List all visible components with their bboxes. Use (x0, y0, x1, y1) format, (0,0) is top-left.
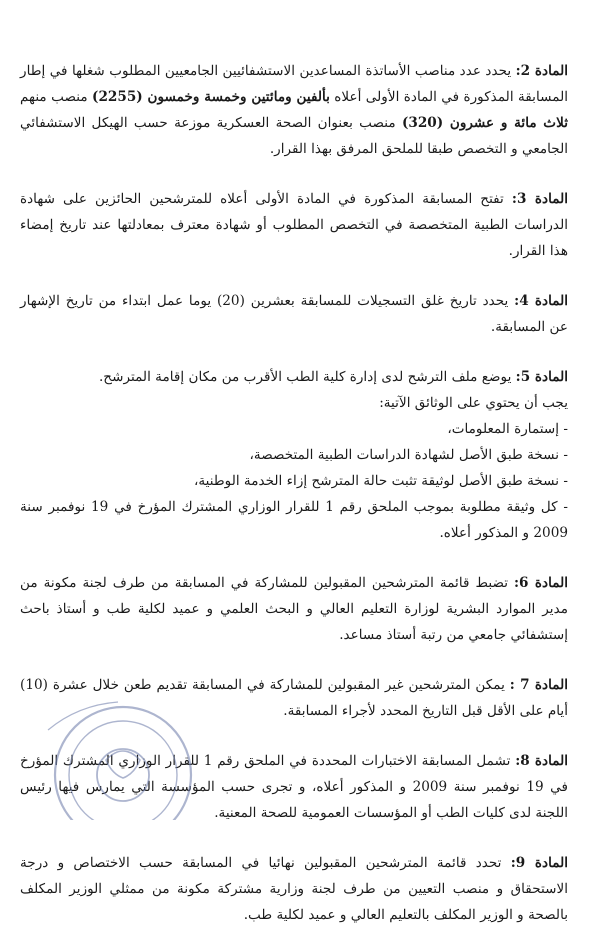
article-5-text: يوضع ملف الترشح لدى إدارة كلية الطب الأقرب من مكان إقامة المترشح. (98, 369, 516, 385)
article-4 (20, 288, 568, 340)
article-5-first-line (20, 364, 568, 390)
article-6-label: المادة 6: (514, 575, 568, 591)
list-item: - إستمارة المعلومات، (447, 421, 568, 437)
article-5-label: المادة 5: (515, 369, 568, 385)
article-8-label: المادة 8: (515, 753, 568, 769)
required-documents-list (20, 416, 568, 546)
article-4-text: يحدد تاريخ غلق التسجيلات للمسابقة بعشرين (20) يوما عمل ابتداء من تاريخ الإشهار عن المسابقة. (20, 293, 568, 335)
article-4-label: المادة 4: (514, 293, 569, 309)
list-item: - نسخة طبق الأصل لشهادة الدراسات الطبية المتخصصة، (249, 447, 568, 463)
article-8-text: تشمل المسابقة الاختبارات المحددة في الملحق رقم 1 للقرار الوزاري المشترك المؤرخ في 19 نوفمبر سنة 2009 و المذكور أعلاه، و تجرى حسب المؤسسة التي يمارس فيها رئيس اللجنة لدى كليات الطب أو المؤسسات العمومية للصحة المعنية. (20, 753, 568, 821)
article-5-intro: يجب أن يحتوي على الوثائق الآتية: (379, 395, 568, 411)
article-3 (20, 186, 568, 264)
article-2-text-3: منصب بعنوان الصحة العسكرية موزعة حسب الهيكل الاستشفائي الجامعي و التخصص طبقا للملحق المرفق بهذا القرار. (20, 115, 568, 157)
article-2 (20, 58, 568, 162)
article-6-text: تضبط قائمة المترشحين المقبولين للمشاركة في المسابقة من طرف لجنة مكونة من مدير الموارد البشرية لوزارة التعليم العالي و البحث العلمي و عميد لكلية طب و أستاذ باحث إستشفائي جامعي من رتبة أستاذ مساعد. (20, 575, 569, 643)
list-item: - نسخة طبق الأصل لوثيقة تثبت حالة المترشح إزاء الخدمة الوطنية، (193, 473, 568, 489)
list-item: - كل وثيقة مطلوبة بموجب الملحق رقم 1 للقرار الوزاري المشترك المؤرخ في 19 نوفمبر سنة 2009 و المذكور أعلاه. (20, 499, 568, 541)
article-7-label: المادة 7 : (509, 677, 568, 693)
article-9-text: تحدد قائمة المترشحين المقبولين نهائيا في المسابقة حسب الاختصاص و درجة الاستحقاق و منصب التعيين من طرف لجنة وزارية مشتركة مكونة من ممثلي الوزير المكلف بالصحة و الوزير المكلف بالتعليم العالي و عميد لكلية طب. (20, 855, 568, 923)
article-9 (20, 850, 568, 928)
article-3-text: تفتح المسابقة المذكورة في المادة الأولى أعلاه للمترشحين الحائزين على شهادة الدراسات الطبية المتخصصة في التخصص المطلوب أو شهادة معترف بمعادلتها عند تاريخ إمضاء هذا القرار. (20, 191, 568, 259)
article-7-text: يمكن المترشحين غير المقبولين للمشاركة في المسابقة تقديم طعن خلال عشرة (10) أيام على الأقل قبل التاريخ المحدد لأجراء المسابقة. (20, 677, 568, 719)
article-7 (20, 672, 568, 724)
article-2-text-1: يحدد عدد مناصب الأساتذة المساعدين الاستشفائيين الجامعيين المطلوب شغلها في إطار المسابقة المذكورة في المادة الأولى أعلاه (20, 63, 568, 105)
article-8 (20, 748, 568, 826)
article-2-text-2: منصب منهم (20, 89, 93, 105)
article-2-military-posts: ثلاث مائة و عشرون (320) (401, 115, 568, 131)
article-2-total-posts: بألفين ومائتين وخمسة وخمسون (2255) (92, 89, 330, 105)
article-9-label: المادة 9: (510, 855, 568, 871)
article-3-label: المادة 3: (511, 191, 569, 207)
article-2-label: المادة 2: (515, 63, 568, 79)
article-6 (20, 570, 568, 648)
article-5 (20, 364, 568, 546)
